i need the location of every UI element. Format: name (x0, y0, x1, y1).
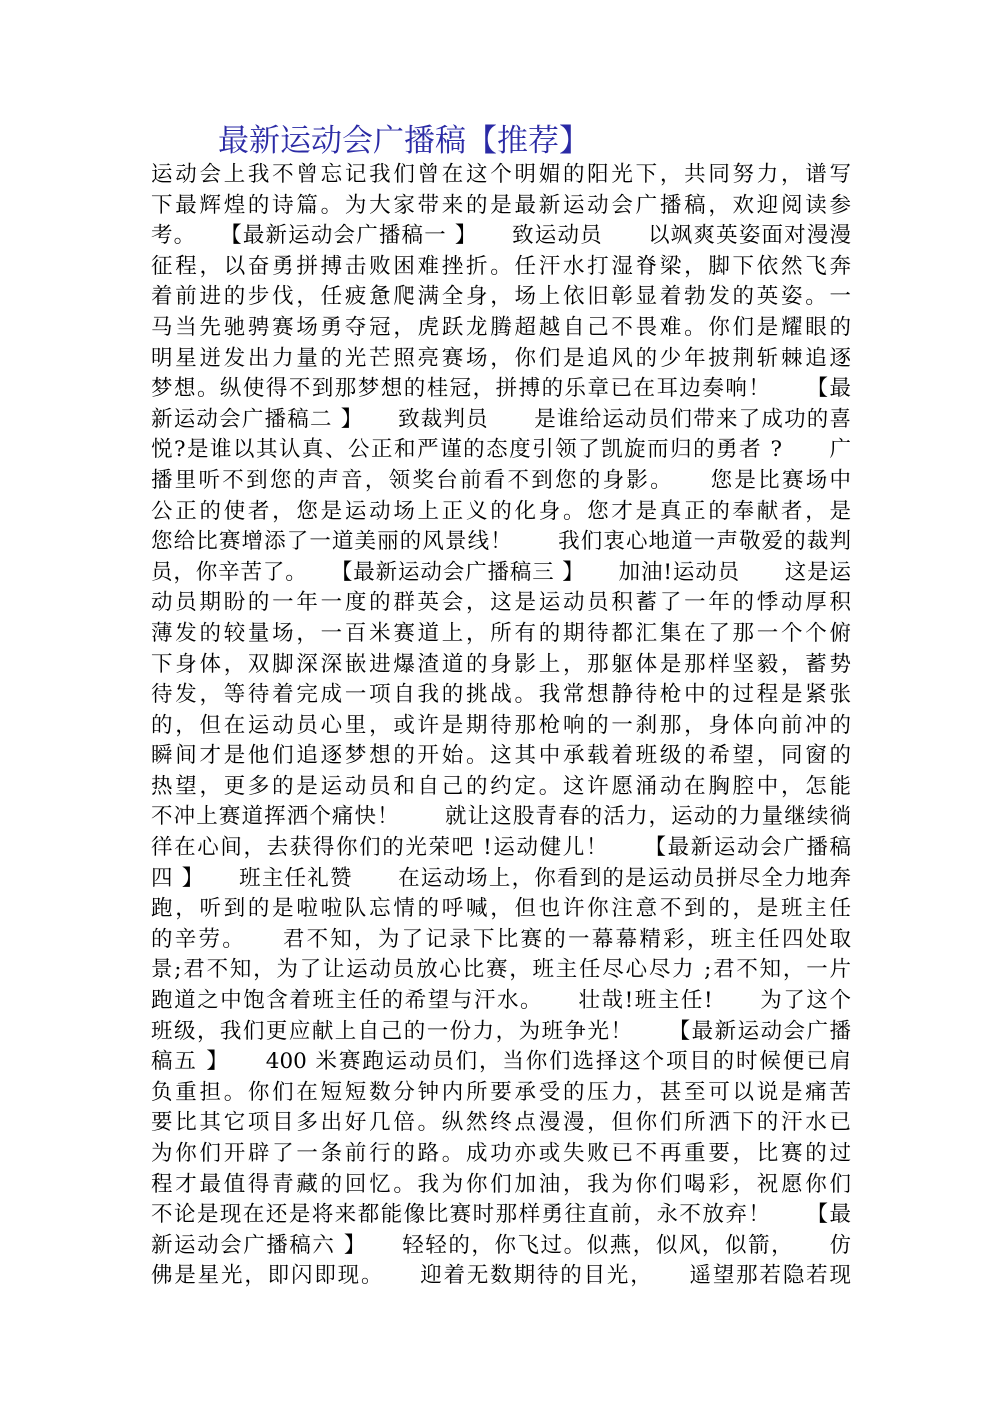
paragraph-line: 待发，等待着完成一项自我的挑战。我常想静待枪中的过程是紧张 (151, 682, 851, 708)
document-title: 最新运动会广播稿【推荐】 (218, 123, 590, 159)
paragraph-line: 动员期盼的一年一度的群英会，这是运动员积蓄了一年的悸动厚积 (151, 590, 851, 616)
paragraph-line: 不论是现在还是将来都能像比赛时那样勇往直前，永不放弃！ 【最 (151, 1202, 851, 1228)
paragraph-line: 公正的使者，您是运动场上正义的化身。您才是真正的奉献者，是 (151, 498, 851, 524)
paragraph-line: 梦想。纵使得不到那梦想的桂冠，拼搏的乐章已在耳边奏响！ 【最 (151, 376, 851, 402)
paragraph-line: 程才最值得青藏的回忆。我为你们加油，我为你们喝彩，祝愿你们 (151, 1171, 851, 1197)
paragraph-line: 跑，听到的是啦啦队忘情的呼喊，但也许你注意不到的，是班主任 (151, 896, 851, 922)
paragraph-line: 新运动会广播稿六 】 轻轻的，你飞过。似燕，似风，似箭， 仿 (151, 1232, 851, 1258)
document-body (151, 160, 851, 1292)
paragraph-line: 下最辉煌的诗篇。为大家带来的是最新运动会广播稿，欢迎阅读参 (151, 192, 851, 218)
paragraph-line: 跑道之中饱含着班主任的希望与汗水。 壮哉!班主任! 为了这个 (151, 988, 851, 1014)
paragraph-line: 运动会上我不曾忘记我们曾在这个明媚的阳光下，共同努力，谱写 (151, 162, 851, 187)
paragraph-line: 四 】 班主任礼赞 在运动场上，你看到的是运动员拼尽全力地奔 (151, 865, 851, 891)
paragraph-line: 马当先驰骋赛场勇夺冠，虎跃龙腾超越自己不畏难。你们是耀眼的 (151, 314, 851, 340)
paragraph-line: 为你们开辟了一条前行的路。成功亦或失败已不再重要，比赛的过 (151, 1141, 851, 1166)
paragraph-line: 员，你辛苦了。 【最新运动会广播稿三 】 加油!运动员 这是运 (151, 559, 851, 585)
paragraph-line: 播里听不到您的声音，领奖台前看不到您的身影。 您是比赛场中 (151, 467, 851, 493)
paragraph-line: 下身体，双脚深深嵌进爆渣道的身影上，那躯体是那样坚毅，蓄势 (151, 651, 851, 677)
paragraph-line: 悦?是谁以其认真、公正和严谨的态度引领了凯旋而归的勇者 ? 广 (151, 437, 851, 463)
paragraph-line: 徉在心间，去获得你们的光荣吧 !运动健儿！ 【最新运动会广播稿 (151, 835, 851, 861)
paragraph-line: 瞬间才是他们追逐梦想的开始。这其中承载着班级的希望，同窗的 (151, 743, 851, 769)
paragraph-line: 考。 【最新运动会广播稿一 】 致运动员 以飒爽英姿面对漫漫 (151, 223, 851, 249)
paragraph-line: 要比其它项目多出好几倍。纵然终点漫漫，但你们所洒下的汗水已 (151, 1110, 851, 1136)
paragraph-line: 薄发的较量场，一百米赛道上，所有的期待都汇集在了那一个个俯 (151, 620, 851, 646)
paragraph-line: 您给比赛增添了一道美丽的风景线！ 我们衷心地道一声敬爱的裁判 (151, 529, 851, 555)
paragraph-line: 负重担。你们在短短数分钟内所要承受的压力，甚至可以说是痛苦 (151, 1079, 851, 1105)
paragraph-line: 征程，以奋勇拼搏击败困难挫折。任汗水打湿脊梁，脚下依然飞奔 (151, 253, 851, 279)
paragraph-line: 热望，更多的是运动员和自己的约定。这许愿涌动在胸腔中，怎能 (151, 773, 851, 799)
paragraph-line: 明星迸发出力量的光芒照亮赛场，你们是追风的少年披荆斩棘追逐 (151, 345, 851, 371)
paragraph-line: 景;君不知，为了让运动员放心比赛，班主任尽心尽力 ;君不知，一片 (151, 957, 851, 983)
paragraph-line: 班级，我们更应献上自己的一份力，为班争光！ 【最新运动会广播 (151, 1018, 851, 1044)
paragraph-line: 佛是星光，即闪即现。 迎着无数期待的目光， 遥望那若隐若现 (151, 1263, 851, 1289)
paragraph-line: 稿五 】 400 米赛跑运动员们，当你们选择这个项目的时候便已肩 (151, 1049, 851, 1075)
paragraph-line: 不冲上赛道挥洒个痛快！ 就让这股青春的活力，运动的力量继续徜 (151, 804, 851, 830)
paragraph-line: 的，但在运动员心里，或许是期待那枪响的一刹那，身体向前冲的 (151, 712, 851, 738)
paragraph-line: 的辛劳。 君不知，为了记录下比赛的一幕幕精彩，班主任四处取 (151, 926, 851, 952)
paragraph-line: 着前进的步伐，任疲惫爬满全身，场上依旧彰显着勃发的英姿。一 (151, 284, 851, 310)
paragraph-line: 新运动会广播稿二 】 致裁判员 是谁给运动员们带来了成功的喜 (151, 406, 851, 432)
